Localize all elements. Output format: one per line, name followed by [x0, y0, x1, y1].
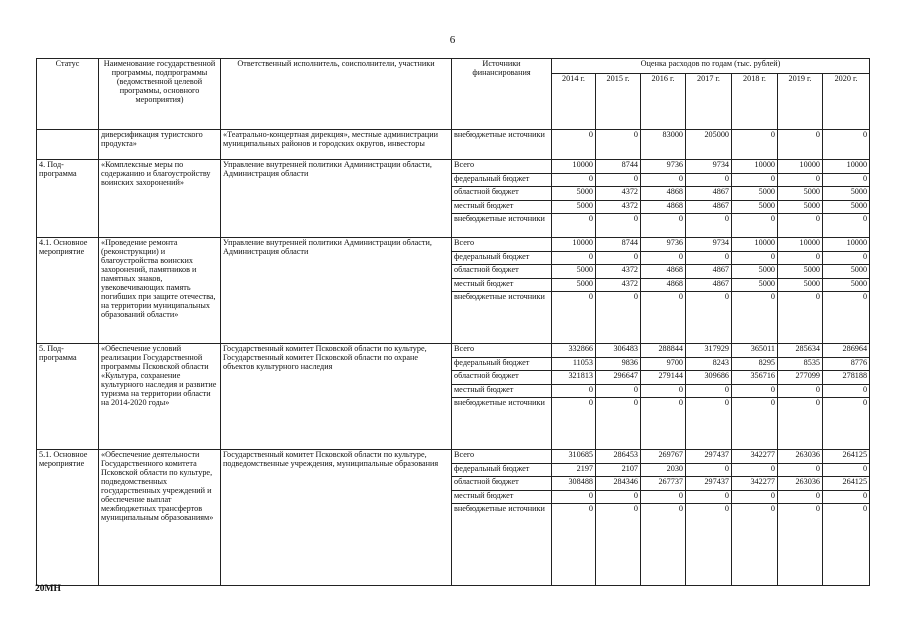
row-value: 0 — [778, 292, 823, 344]
row-value: 0 — [596, 385, 641, 398]
row-value: 0 — [686, 292, 732, 344]
row-value: 8744 — [596, 238, 641, 252]
row-value: 0 — [732, 385, 778, 398]
row-value: 0 — [596, 174, 641, 187]
row-value: 0 — [823, 385, 870, 398]
row-source: федеральный бюджет — [452, 252, 552, 265]
row-value: 5000 — [732, 265, 778, 279]
header-name: Наименование государственной программы, подпрограммы (ведомственной целевой программы, основного мероприятия) — [99, 59, 221, 130]
row-value: 0 — [823, 398, 870, 450]
row-value: 0 — [641, 292, 686, 344]
row-value: 8776 — [823, 358, 870, 371]
row-value: 286453 — [596, 450, 641, 464]
header-year: 2020 г. — [823, 74, 870, 130]
row-value: 267737 — [641, 477, 686, 491]
row-value: 11053 — [552, 358, 596, 371]
row-value: 0 — [778, 504, 823, 586]
row-value: 5000 — [778, 279, 823, 292]
row-value: 0 — [778, 252, 823, 265]
row-value: 4372 — [596, 187, 641, 201]
row-value: 5000 — [823, 187, 870, 201]
row-source: федеральный бюджет — [452, 464, 552, 477]
row-executor: Государственный комитет Псковской области по культуре, Государственный комитет Псковской области по охране объектов культурного наследия — [221, 344, 452, 450]
row-source: областной бюджет — [452, 265, 552, 279]
row-value: 0 — [596, 491, 641, 504]
row-value: 297437 — [686, 477, 732, 491]
row-value: 5000 — [778, 201, 823, 214]
row-source: Всего — [452, 238, 552, 252]
row-value: 0 — [686, 491, 732, 504]
row-executor: Управление внутренней политики Администрации области, Администрация области — [221, 238, 452, 344]
row-value: 269767 — [641, 450, 686, 464]
row-value: 0 — [686, 504, 732, 586]
row-value: 5000 — [823, 279, 870, 292]
row-status: 5. Под-программа — [37, 344, 99, 450]
row-value: 277099 — [778, 371, 823, 385]
row-source: внебюджетные источники — [452, 504, 552, 586]
row-source: внебюджетные источники — [452, 398, 552, 450]
row-source: местный бюджет — [452, 491, 552, 504]
row-source: Всего — [452, 344, 552, 358]
row-value: 278188 — [823, 371, 870, 385]
row-value: 0 — [778, 464, 823, 477]
row-value: 0 — [552, 174, 596, 187]
row-value: 332866 — [552, 344, 596, 358]
row-value: 4868 — [641, 265, 686, 279]
row-value: 2030 — [641, 464, 686, 477]
row-value: 342277 — [732, 477, 778, 491]
row-value: 10000 — [552, 238, 596, 252]
row-value: 2107 — [596, 464, 641, 477]
row-value: 4372 — [596, 201, 641, 214]
row-source: местный бюджет — [452, 201, 552, 214]
header-year: 2015 г. — [596, 74, 641, 130]
row-value: 8744 — [596, 160, 641, 174]
row-source: местный бюджет — [452, 279, 552, 292]
row-value: 317929 — [686, 344, 732, 358]
row-value: 83000 — [641, 130, 686, 160]
row-source: областной бюджет — [452, 477, 552, 491]
row-status: 5.1. Основное мероприятие — [37, 450, 99, 586]
row-value: 310685 — [552, 450, 596, 464]
row-value: 365011 — [732, 344, 778, 358]
row-value: 4868 — [641, 279, 686, 292]
row-status — [37, 130, 99, 160]
row-value: 0 — [823, 252, 870, 265]
row-name: «Обеспечение деятельности Государственного комитета Псковской области по культуре, подведомственных государственных учреждений и обеспечение выплат межбюджетных трансфертов муниципальным образованиям» — [99, 450, 221, 586]
row-status: 4.1. Основное мероприятие — [37, 238, 99, 344]
row-value: 0 — [823, 491, 870, 504]
row-value: 0 — [686, 398, 732, 450]
expense-table — [36, 58, 870, 586]
header-estimate: Оценка расходов по годам (тыс. рублей) — [552, 59, 870, 74]
row-executor: Управление внутренней политики Администрации области, Администрация области — [221, 160, 452, 238]
row-name: «Проведение ремонта (реконструкции) и благоустройства воинских захоронений, памятников и памятных знаков, увековечивающих память погибших при защите отечества, на территории муниципальных образований области» — [99, 238, 221, 344]
header-executor: Ответственный исполнитель, соисполнители, участники — [221, 59, 452, 130]
row-value: 10000 — [732, 238, 778, 252]
row-value: 0 — [686, 464, 732, 477]
row-value: 10000 — [778, 160, 823, 174]
row-value: 0 — [732, 292, 778, 344]
row-value: 0 — [552, 504, 596, 586]
header-year: 2018 г. — [732, 74, 778, 130]
row-value: 264125 — [823, 477, 870, 491]
row-value: 0 — [641, 214, 686, 238]
row-value: 0 — [641, 491, 686, 504]
row-value: 0 — [732, 214, 778, 238]
row-value: 9736 — [641, 160, 686, 174]
header-year: 2017 г. — [686, 74, 732, 130]
row-value: 0 — [778, 214, 823, 238]
row-value: 5000 — [552, 187, 596, 201]
row-value: 0 — [641, 385, 686, 398]
row-value: 321813 — [552, 371, 596, 385]
row-value: 5000 — [732, 279, 778, 292]
row-value: 0 — [552, 491, 596, 504]
row-value: 205000 — [686, 130, 732, 160]
row-value: 5000 — [552, 279, 596, 292]
table-row — [37, 160, 870, 174]
row-value: 0 — [823, 464, 870, 477]
row-value: 0 — [641, 398, 686, 450]
row-value: 0 — [732, 398, 778, 450]
row-value: 306483 — [596, 344, 641, 358]
row-value: 4372 — [596, 265, 641, 279]
row-value: 0 — [823, 292, 870, 344]
row-value: 0 — [596, 214, 641, 238]
row-value: 4867 — [686, 187, 732, 201]
header-status: Статус — [37, 59, 99, 130]
row-value: 0 — [823, 504, 870, 586]
row-source: внебюджетные источники — [452, 130, 552, 160]
row-value: 4868 — [641, 201, 686, 214]
row-value: 0 — [686, 385, 732, 398]
row-value: 0 — [778, 491, 823, 504]
header-year: 2019 г. — [778, 74, 823, 130]
table-row — [37, 238, 870, 252]
row-value: 308488 — [552, 477, 596, 491]
row-value: 297437 — [686, 450, 732, 464]
row-value: 0 — [823, 130, 870, 160]
row-value: 0 — [823, 174, 870, 187]
row-value: 263036 — [778, 477, 823, 491]
page-number: 6 — [449, 34, 456, 46]
row-value: 9836 — [596, 358, 641, 371]
row-value: 0 — [552, 398, 596, 450]
row-name: диверсификация туристского продукта» — [99, 130, 221, 160]
row-value: 8535 — [778, 358, 823, 371]
row-source: местный бюджет — [452, 385, 552, 398]
row-value: 0 — [732, 464, 778, 477]
row-value: 0 — [778, 174, 823, 187]
row-value: 8243 — [686, 358, 732, 371]
row-value: 0 — [552, 130, 596, 160]
row-value: 9700 — [641, 358, 686, 371]
row-value: 4867 — [686, 279, 732, 292]
row-value: 288844 — [641, 344, 686, 358]
row-value: 0 — [641, 504, 686, 586]
row-value: 342277 — [732, 450, 778, 464]
row-name: «Обеспечение условий реализации Государственной программы Псковской области «Культура, сохранение культурного наследия и развитие туризма на территории области на 2014-2020 годы» — [99, 344, 221, 450]
row-value: 2197 — [552, 464, 596, 477]
table-row — [37, 450, 870, 464]
row-value: 5000 — [778, 265, 823, 279]
row-source: Всего — [452, 160, 552, 174]
row-value: 309686 — [686, 371, 732, 385]
table-row — [37, 344, 870, 358]
row-value: 0 — [596, 130, 641, 160]
row-value: 0 — [596, 252, 641, 265]
row-value: 263036 — [778, 450, 823, 464]
row-value: 0 — [552, 292, 596, 344]
row-value: 0 — [686, 174, 732, 187]
row-value: 296647 — [596, 371, 641, 385]
row-value: 0 — [778, 385, 823, 398]
row-value: 9736 — [641, 238, 686, 252]
row-value: 0 — [596, 292, 641, 344]
row-value: 356716 — [732, 371, 778, 385]
row-value: 0 — [552, 252, 596, 265]
row-source: федеральный бюджет — [452, 358, 552, 371]
row-value: 0 — [552, 385, 596, 398]
row-value: 0 — [732, 252, 778, 265]
row-value: 4867 — [686, 265, 732, 279]
row-source: Всего — [452, 450, 552, 464]
row-value: 0 — [778, 398, 823, 450]
row-value: 0 — [778, 130, 823, 160]
header-sources: Источники финансирования — [452, 59, 552, 130]
row-value: 5000 — [552, 265, 596, 279]
row-value: 5000 — [732, 201, 778, 214]
row-value: 285634 — [778, 344, 823, 358]
row-value: 4372 — [596, 279, 641, 292]
row-name: «Комплексные меры по содержанию и благоустройству воинских захоронений» — [99, 160, 221, 238]
row-value: 0 — [732, 491, 778, 504]
row-value: 5000 — [778, 187, 823, 201]
row-value: 10000 — [552, 160, 596, 174]
footer-code: 20МН — [35, 584, 61, 594]
row-source: внебюджетные источники — [452, 214, 552, 238]
row-source: внебюджетные источники — [452, 292, 552, 344]
row-value: 8295 — [732, 358, 778, 371]
row-value: 10000 — [823, 238, 870, 252]
row-value: 5000 — [823, 201, 870, 214]
row-value: 10000 — [823, 160, 870, 174]
row-executor: Государственный комитет Псковской области по культуре, подведомственные учреждения, муниципальные образования — [221, 450, 452, 586]
row-value: 10000 — [732, 160, 778, 174]
row-value: 0 — [686, 252, 732, 265]
row-value: 0 — [732, 504, 778, 586]
row-value: 284346 — [596, 477, 641, 491]
row-value: 0 — [686, 214, 732, 238]
row-source: областной бюджет — [452, 187, 552, 201]
row-value: 0 — [823, 214, 870, 238]
row-value: 286964 — [823, 344, 870, 358]
row-value: 5000 — [552, 201, 596, 214]
row-value: 0 — [596, 398, 641, 450]
header-year: 2016 г. — [641, 74, 686, 130]
row-value: 0 — [641, 252, 686, 265]
row-value: 10000 — [778, 238, 823, 252]
row-value: 0 — [732, 174, 778, 187]
row-source: федеральный бюджет — [452, 174, 552, 187]
row-value: 5000 — [823, 265, 870, 279]
row-value: 4867 — [686, 201, 732, 214]
row-source: областной бюджет — [452, 371, 552, 385]
row-value: 0 — [732, 130, 778, 160]
row-value: 0 — [641, 174, 686, 187]
row-value: 0 — [596, 504, 641, 586]
row-value: 279144 — [641, 371, 686, 385]
row-value: 4868 — [641, 187, 686, 201]
row-executor: «Театрально-концертная дирекция», местные администрации муниципальных районов и городских округов, инвесторы — [221, 130, 452, 160]
table-row — [37, 130, 870, 160]
header-year: 2014 г. — [552, 74, 596, 130]
row-value: 9734 — [686, 160, 732, 174]
row-value: 9734 — [686, 238, 732, 252]
row-value: 0 — [552, 214, 596, 238]
row-status: 4. Под-программа — [37, 160, 99, 238]
row-value: 264125 — [823, 450, 870, 464]
row-value: 5000 — [732, 187, 778, 201]
